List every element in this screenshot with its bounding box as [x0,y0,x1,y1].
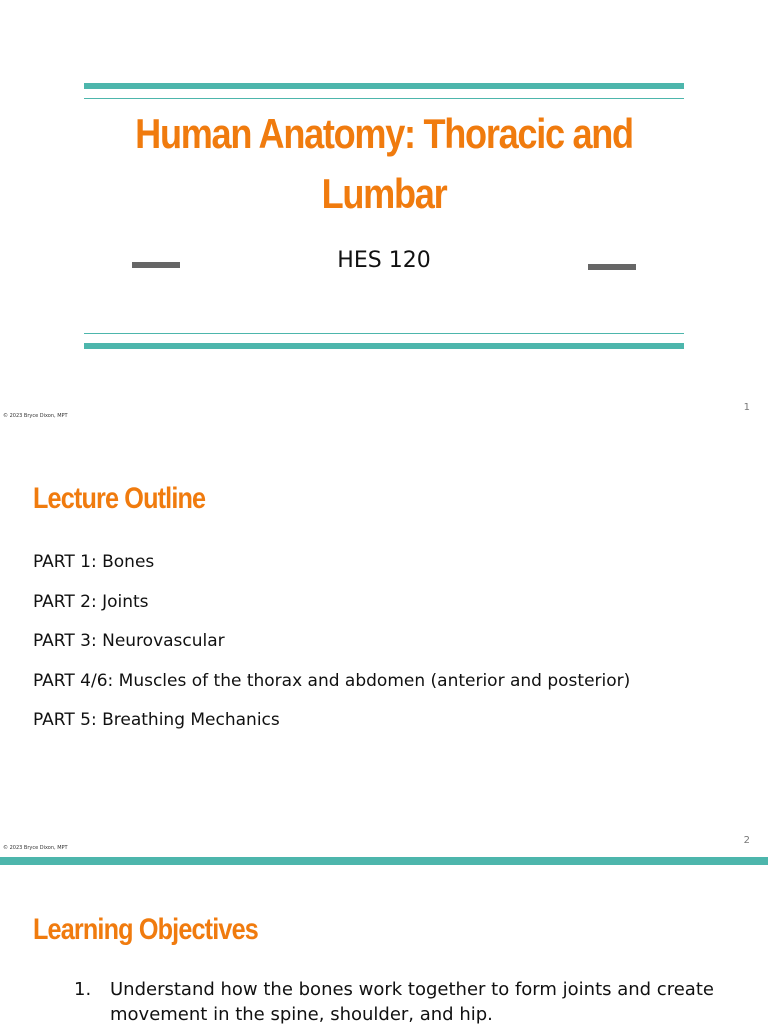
top-accent-bar [0,857,768,865]
title-slide [0,0,768,432]
objectives-list [74,977,734,1024]
outline-slide [0,432,768,857]
objective-text: Understand how the bones work together to form joints and create movement in the spine, shoulder, and hip. [110,979,714,1024]
slide-heading: Lecture Outline [33,482,206,515]
objectives-slide [0,857,768,1024]
top-accent-bar [84,83,684,89]
outline-list [33,543,630,741]
page-number: 2 [743,835,750,846]
slide-subtitle: HES 120 [337,248,431,273]
outline-item: PART 1: Bones [33,552,155,572]
right-dash-decoration [588,264,636,270]
outline-item: PART 3: Neurovascular [33,631,225,651]
page-number: 1 [743,402,750,413]
copyright-notice: © 2023 Bryce Dixon, MPT [3,413,68,419]
top-accent-line [84,98,684,99]
slide-title: Human Anatomy: Thoracic and Lumbar [135,110,633,217]
bottom-accent-line [84,333,684,334]
bottom-accent-bar [84,343,684,349]
outline-item: PART 4/6: Muscles of the thorax and abdomen (anterior and posterior) [33,670,631,691]
objective-number: 1. [74,979,92,1000]
copyright-notice: © 2023 Bryce Dixon, MPT [3,845,68,851]
slide-heading: Learning Objectives [33,913,258,946]
outline-item: PART 2: Joints [33,591,149,612]
outline-item: PART 5: Breathing Mechanics [33,710,280,730]
objective-item [74,977,734,1024]
